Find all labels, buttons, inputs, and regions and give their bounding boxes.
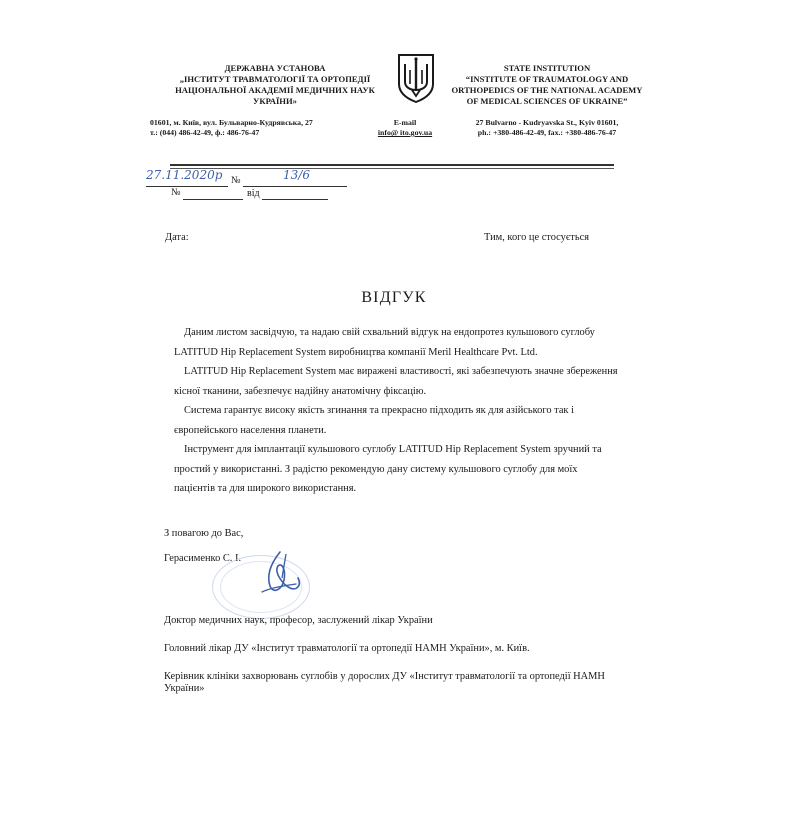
signer-name: Герасименко С. І. bbox=[164, 553, 242, 564]
email-link[interactable]: info@ ito.gov.ua bbox=[377, 128, 433, 137]
registration-date-line bbox=[146, 186, 228, 187]
handwritten-number: 13/6 bbox=[283, 168, 310, 182]
registration-no-label: № bbox=[231, 175, 241, 186]
header-right-line: “INSTITUTE OF TRAUMATOLOGY AND bbox=[465, 74, 629, 84]
header-divider-thin bbox=[170, 168, 614, 169]
paragraph-line: кісної тканини, забезпечує надійну анатомічну фіксацію. bbox=[174, 385, 427, 397]
addressee: Тим, кого це стосується bbox=[484, 232, 589, 243]
header-left-line: НАЦІОНАЛЬНОЇ АКАДЕМІЇ МЕДИЧНИХ НАУК bbox=[175, 85, 375, 95]
address-left-line: т.: (044) 486-42-49, ф.: 486-76-47 bbox=[150, 128, 260, 137]
paragraph-line: Даним листом засвідчую, та надаю свій схвальний відгук на ендопротез кульшового суглобу bbox=[184, 327, 595, 338]
paragraph-line: європейського населення планети. bbox=[174, 424, 327, 436]
paragraph-line: Інструмент для імплантації кульшового суглобу LATITUD Hip Replacement System зручний та bbox=[184, 444, 602, 455]
header-right-english bbox=[447, 63, 647, 107]
paragraph-line: LATITUD Hip Replacement System виробництва компанії Meril Healthcare Pvt. Ltd. bbox=[174, 346, 538, 358]
email-label: E-mail bbox=[393, 118, 417, 127]
registration-no-line-2 bbox=[183, 199, 243, 200]
header-left-line: УКРАЇНИ» bbox=[253, 96, 297, 106]
signer-title-3-line: України» bbox=[164, 683, 205, 694]
handwritten-signature-icon bbox=[252, 548, 312, 604]
paragraph-3 bbox=[174, 401, 644, 440]
header-right-line: OF MEDICAL SCIENCES OF UKRAINE” bbox=[466, 96, 628, 106]
header-divider bbox=[170, 164, 614, 166]
registration-no-label-2: № bbox=[171, 187, 181, 198]
paragraph-2 bbox=[174, 362, 644, 401]
registration-from-line bbox=[262, 199, 328, 200]
paragraph-1 bbox=[174, 323, 644, 362]
address-left-line: 01601, м. Київ, вул. Бульварно-Кудрявська, 27 bbox=[150, 118, 313, 127]
signer-title-1: Доктор медичних наук, професор, заслужений лікар України bbox=[164, 615, 433, 626]
document-title: ВІДГУК bbox=[361, 289, 427, 306]
address-right-line: 27 Bulvarno - Kudryavska St., Kyiv 01601, bbox=[475, 118, 619, 127]
address-right-line: ph.: +380-486-42-49, fax.: +380-486-76-47 bbox=[477, 128, 617, 137]
header-left-line: „ІНСТИТУТ ТРАВМАТОЛОГІЇ ТА ОРТОПЕДІЇ bbox=[179, 74, 371, 84]
address-left bbox=[150, 118, 375, 138]
paragraph-line: простий у використанні. З радістю рекомендую дану систему кульшового суглобу для моїх bbox=[174, 463, 578, 475]
header-left-ukrainian bbox=[150, 63, 400, 107]
address-right bbox=[447, 118, 647, 138]
header-left-line: ДЕРЖАВНА УСТАНОВА bbox=[224, 63, 326, 73]
paragraph-line: пацієнтів та для широкого використання. bbox=[174, 483, 357, 494]
registration-no-line bbox=[243, 186, 347, 187]
registration-from-label: від bbox=[247, 188, 260, 199]
paragraph-line: Система гарантує високу якість згинання та прекрасно підходить як для азійського так і bbox=[184, 405, 574, 416]
date-label: Дата: bbox=[165, 232, 189, 243]
header-right-line: ORTHOPEDICS OF THE NATIONAL ACADEMY bbox=[451, 85, 643, 95]
paragraph-line: LATITUD Hip Replacement System має виражені властивості, які забезпечують значне збереження bbox=[184, 366, 618, 377]
closing-phrase: З повагою до Вас, bbox=[164, 528, 244, 539]
paragraph-4 bbox=[174, 440, 644, 499]
header-right-line: STATE INSTITUTION bbox=[503, 63, 591, 73]
signer-title-3-line: Керівник клініки захворювань суглобів у дорослих ДУ «Інститут травматології та ортопедії НАМН bbox=[164, 671, 605, 682]
signer-title-2: Головний лікар ДУ «Інститут травматології та ортопедії НАМН України», м. Київ. bbox=[164, 643, 530, 654]
trident-coat-of-arms-icon bbox=[396, 52, 436, 104]
handwritten-date: 27.11.2020р bbox=[146, 168, 223, 182]
email-block bbox=[368, 118, 442, 138]
signer-title-3 bbox=[164, 671, 605, 695]
